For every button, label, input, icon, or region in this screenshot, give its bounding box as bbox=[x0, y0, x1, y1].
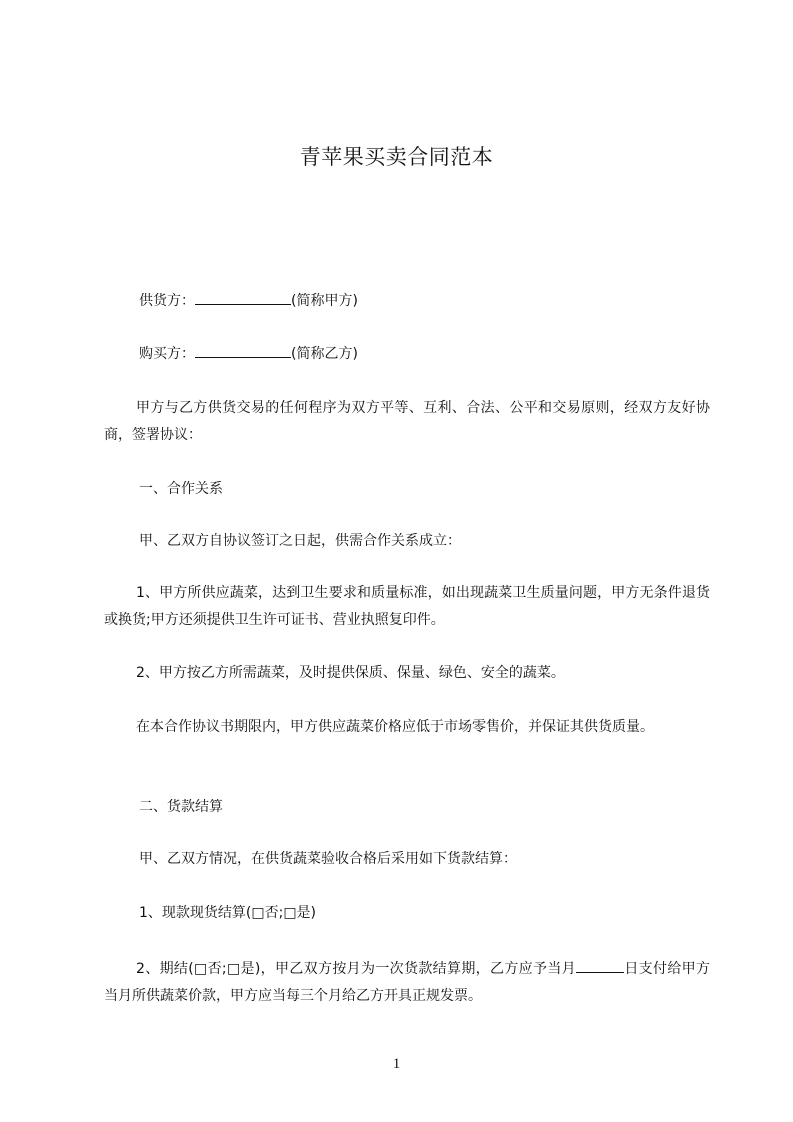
buyer-line bbox=[104, 341, 710, 368]
section2-item-2 bbox=[104, 956, 710, 1010]
supplier-suffix: (简称甲方) bbox=[291, 293, 358, 309]
section2-item-1: 1、现款现货结算(□否;□是) bbox=[139, 905, 317, 921]
document-title: 青苹果买卖合同范本 bbox=[299, 145, 494, 169]
section2-heading: 二、货款结算 bbox=[139, 799, 223, 815]
section1-item-1: 1、甲方所供应蔬菜，达到卫生要求和质量标准，如出现蔬菜卫生质量问题，甲方无条件退货或换货;甲方还须提供卫生许可证书、营业执照复印件。 bbox=[104, 585, 710, 628]
section1-price-paragraph: 在本合作协议书期限内，甲方供应蔬菜价格应低于市场零售价，并保证其供货质量。 bbox=[136, 719, 654, 735]
supplier-label: 供货方： bbox=[139, 293, 195, 309]
section1-paragraph: 甲、乙双方自协议签订之日起，供需合作关系成立： bbox=[139, 533, 461, 549]
supplier-name-blank[interactable] bbox=[195, 290, 291, 305]
settlement-day-blank[interactable] bbox=[576, 958, 624, 973]
supplier-line bbox=[104, 288, 710, 315]
section1-item-2: 2、甲方按乙方所需蔬菜，及时提供保质、保量、绿色、安全的蔬菜。 bbox=[136, 665, 565, 681]
intro-paragraph: 甲方与乙方供货交易的任何程序为双方平等、互利、合法、公平和交易原则，经双方友好协商，签署协议： bbox=[104, 400, 710, 443]
page-number: 1 bbox=[392, 1056, 401, 1072]
section2-item-2-text-before: 2、期结(□否;□是)，甲乙双方按月为一次货款结算期，乙方应予当月 bbox=[136, 961, 576, 977]
section2-paragraph: 甲、乙双方情况，在供货蔬菜验收合格后采用如下货款结算： bbox=[139, 851, 517, 867]
section2-item-2-text-after: 日支付给甲方当月所供蔬菜价款，甲方应当每三个月给乙方开具正规发票。 bbox=[104, 961, 710, 1004]
buyer-label: 购买方： bbox=[139, 346, 195, 362]
buyer-name-blank[interactable] bbox=[195, 343, 291, 358]
buyer-suffix: (简称乙方) bbox=[291, 346, 358, 362]
section1-heading: 一、合作关系 bbox=[139, 481, 223, 497]
